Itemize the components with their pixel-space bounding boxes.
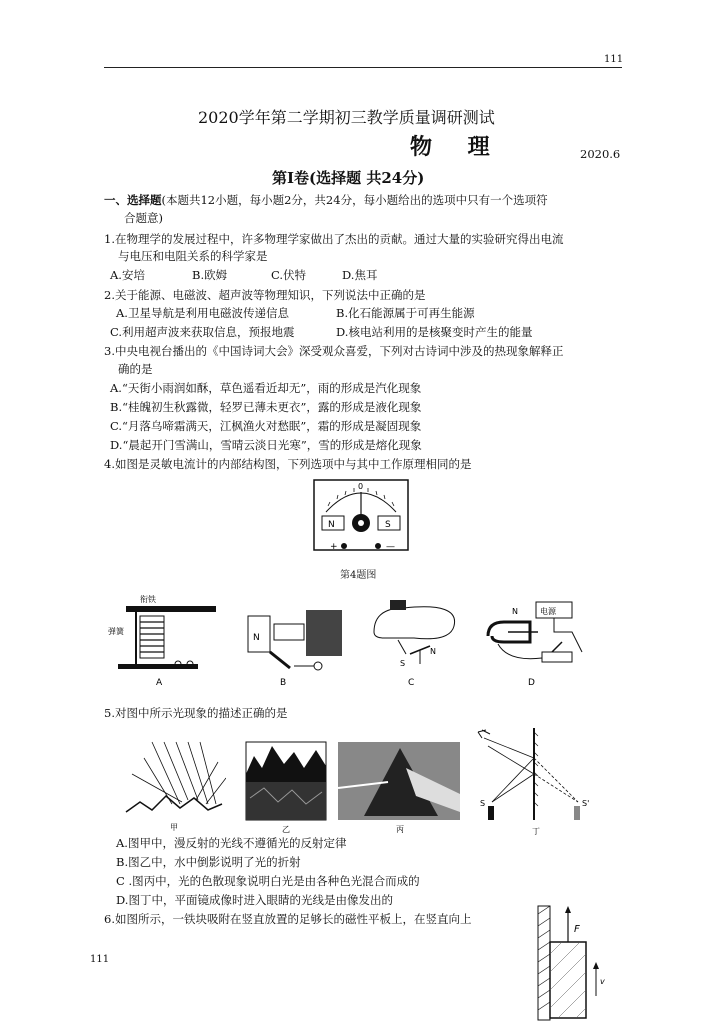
q3-option-c: C.“月落乌啼霜满天，江枫渔火对愁眠”，霜的形成是凝固现象 bbox=[110, 419, 422, 433]
section-description: (本题共12小题，每小题2分，共24分，每小题给出的选项中只有一个选项符 bbox=[161, 193, 548, 207]
page-number-bottom: 111 bbox=[90, 954, 110, 965]
q1-option-b: B.欧姆 bbox=[192, 268, 228, 282]
meter-n-label: N bbox=[328, 520, 335, 530]
q1-stem-cont: 与电压和电阻关系的科学家是 bbox=[118, 249, 268, 263]
q4-figure-c-oersted bbox=[364, 592, 464, 688]
magnet-n-label: N bbox=[253, 633, 260, 643]
section-description-cont: 合题意) bbox=[124, 211, 163, 225]
q5-option-c: C .图丙中，光的色散现象说明白光是由各种色光混合而成的 bbox=[116, 874, 420, 888]
volume-heading: 第Ⅰ卷(选择题 共24分) bbox=[272, 169, 425, 187]
q5-stem: 5.对图中所示光现象的描述正确的是 bbox=[104, 706, 288, 720]
battery-label: 电源 bbox=[540, 607, 556, 616]
q4-caption: 第4题图 bbox=[340, 570, 377, 581]
q4-figure-a-relay bbox=[108, 592, 220, 688]
q5-figure-bing-dispersion bbox=[336, 738, 462, 834]
q5-figure-jia-diffuse-reflection bbox=[122, 738, 226, 834]
q5-label-yi: 乙 bbox=[282, 825, 290, 834]
galvanometer-figure bbox=[312, 478, 412, 564]
q3-stem: 3.中央电视台播出的《中国诗词大会》深受观众喜爱，下列对古诗词中涉及的热现象解释正 bbox=[104, 344, 564, 358]
q3-option-d: D.“晨起开门雪满山，雪晴云淡日光寒”，雪的形成是熔化现象 bbox=[110, 438, 422, 452]
q2-option-b: B.化石能源属于可再生能源 bbox=[336, 306, 475, 320]
q4-figure-d-motor bbox=[478, 592, 598, 688]
image-s-prime-label: S' bbox=[582, 799, 590, 808]
force-f-label: F bbox=[574, 924, 580, 935]
q4-label-d: D bbox=[528, 678, 535, 688]
q1-option-d: D.焦耳 bbox=[342, 268, 378, 282]
q2-option-a: A.卫星导航是利用电磁波传递信息 bbox=[116, 306, 289, 320]
q2-option-d: D.核电站利用的是核聚变时产生的能量 bbox=[336, 325, 533, 339]
q5-option-d: D.图丁中，平面镜成像时进入眼睛的光线是由像发出的 bbox=[116, 893, 393, 907]
q2-option-c: C.利用超声波来获取信息，预报地震 bbox=[110, 325, 295, 339]
meter-zero-label: 0 bbox=[358, 482, 364, 491]
q5-option-b: B.图乙中，水中倒影说明了光的折射 bbox=[116, 855, 301, 869]
q1-stem: 1.在物理学的发展过程中，许多物理学家做出了杰出的贡献。通过大量的实验研究得出电流 bbox=[104, 232, 564, 246]
source-s-label: S bbox=[480, 799, 486, 808]
q5-label-bing: 丙 bbox=[396, 825, 404, 834]
section-heading: 一、选择题 bbox=[104, 193, 162, 207]
exam-date: 2020.6 bbox=[580, 147, 621, 161]
meter-minus-label: — bbox=[386, 542, 395, 552]
q6-figure-magnetic-plate bbox=[532, 902, 612, 1022]
q3-stem-cont: 确的是 bbox=[118, 362, 153, 376]
spring-label: 弹簧 bbox=[108, 627, 124, 636]
subject-title: 物 理 bbox=[410, 134, 504, 160]
q1-option-a: A.安培 bbox=[110, 268, 145, 282]
page-number-top: 111 bbox=[604, 54, 624, 65]
meter-s-label: S bbox=[385, 520, 391, 530]
q4-figure-b-generator bbox=[226, 592, 350, 688]
q6-stem: 6.如图所示，一铁块吸附在竖直放置的足够长的磁性平板上，在竖直向上 bbox=[104, 912, 472, 926]
q4-label-b: B bbox=[280, 678, 287, 688]
compass-n-label: N bbox=[430, 647, 436, 656]
q5-option-a: A.图甲中，漫反射的光线不遵循光的反射定律 bbox=[116, 836, 347, 850]
q4-label-a: A bbox=[156, 678, 163, 688]
q4-label-c: C bbox=[408, 678, 415, 688]
meter-plus-label: + bbox=[330, 542, 338, 552]
q3-option-b: B.“桂魄初生秋露微，轻罗已薄未更衣”，露的形成是液化现象 bbox=[110, 400, 422, 414]
q5-label-ding: 丁 bbox=[532, 827, 540, 836]
armature-label: 衔铁 bbox=[140, 595, 156, 604]
q4-stem: 4.如图是灵敏电流计的内部结构图，下列选项中与其中工作原理相同的是 bbox=[104, 457, 472, 471]
q5-figure-ding-plane-mirror bbox=[474, 724, 600, 838]
section-heading-line bbox=[104, 193, 548, 208]
q2-stem: 2.关于能源、电磁波、超声波等物理知识，下列说法中正确的是 bbox=[104, 288, 426, 302]
q1-option-c: C.伏特 bbox=[271, 268, 307, 282]
exam-title: 2020学年第二学期初三教学质量调研测试 bbox=[198, 108, 495, 127]
q3-option-a: A.“天街小雨润如酥，草色遥看近却无”，雨的形成是汽化现象 bbox=[110, 381, 422, 395]
header-rule bbox=[104, 67, 622, 68]
q5-label-jia: 甲 bbox=[170, 823, 178, 832]
compass-s-label: S bbox=[400, 659, 406, 668]
velocity-v-label: v bbox=[600, 977, 605, 986]
q5-figure-yi-reflection bbox=[244, 738, 328, 834]
motor-n-label: N bbox=[512, 607, 518, 616]
